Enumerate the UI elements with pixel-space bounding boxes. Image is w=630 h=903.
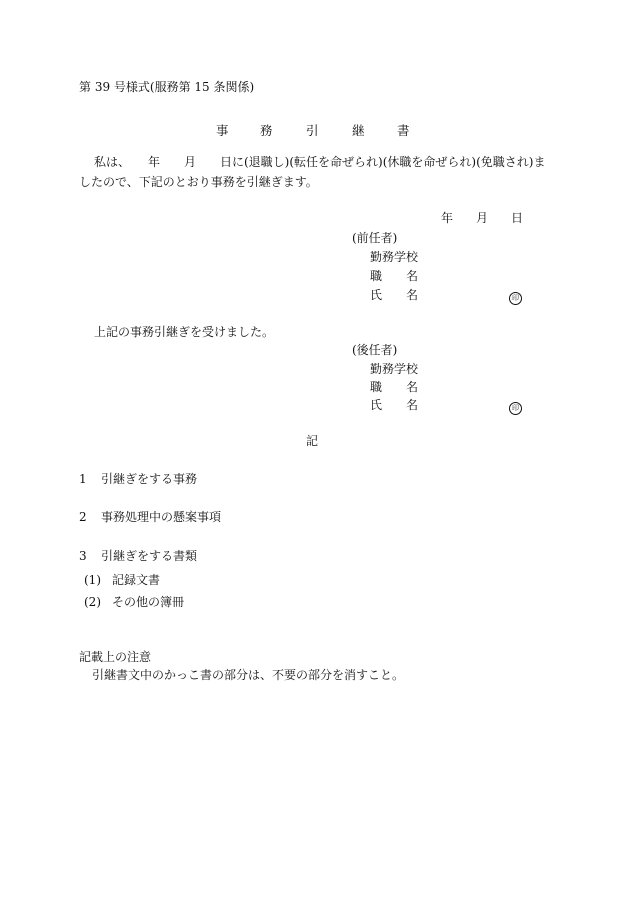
predecessor-name-label: 氏 名 [370,288,419,302]
title-char: 書 [397,123,410,138]
sub-item-number: (1) [84,573,101,587]
sub-item-number: (2) [84,595,101,609]
predecessor-label: (前任者) [352,231,398,245]
form-number: 第 39 号様式(服務第 15 条関係) [79,80,255,94]
successor-label: (後任者) [352,343,398,357]
successor-seal-icon: 印 [509,399,522,415]
predecessor-school-label: 勤務学校 [370,250,419,264]
ki-heading: 記 [306,434,319,448]
sub-item-text: 記録文書 [112,573,161,587]
sub-item-text: その他の簿冊 [112,595,185,609]
list-item-text: 引継ぎをする書類 [101,549,198,563]
predecessor-seal-icon: 印 [509,289,522,305]
list-item-text: 事務処理中の懸案事項 [101,510,222,524]
title-char: 継 [352,123,365,138]
list-item-number: 3 [79,549,87,563]
notes-heading: 記載上の注意 [79,650,152,664]
body-text-line1: 私は、 年 月 日に(退職し)(転任を命ぜられ)(休職を命ぜられ)(免職され)ま [94,155,546,169]
date-year-label: 年 [441,211,454,225]
list-item-number: 2 [79,510,87,524]
body-text-line2: したので、下記のとおり事務を引継ぎます。 [79,175,318,189]
successor-position-label: 職 名 [370,380,419,394]
predecessor-position-label: 職 名 [370,269,419,283]
list-item-text: 引継ぎをする事務 [101,472,198,486]
acceptance-text: 上記の事務引継ぎを受けました。 [94,325,275,339]
title-char: 引 [306,123,319,138]
date-month-label: 月 [476,211,489,225]
title-char: 務 [260,123,273,138]
successor-school-label: 勤務学校 [370,362,419,376]
notes-text: 引継書文中のかっこ書の部分は、不要の部分を消すこと。 [92,668,405,682]
date-day-label: 日 [511,211,524,225]
list-item-number: 1 [79,472,87,486]
title-char: 事 [216,123,229,138]
successor-name-label: 氏 名 [370,398,419,412]
